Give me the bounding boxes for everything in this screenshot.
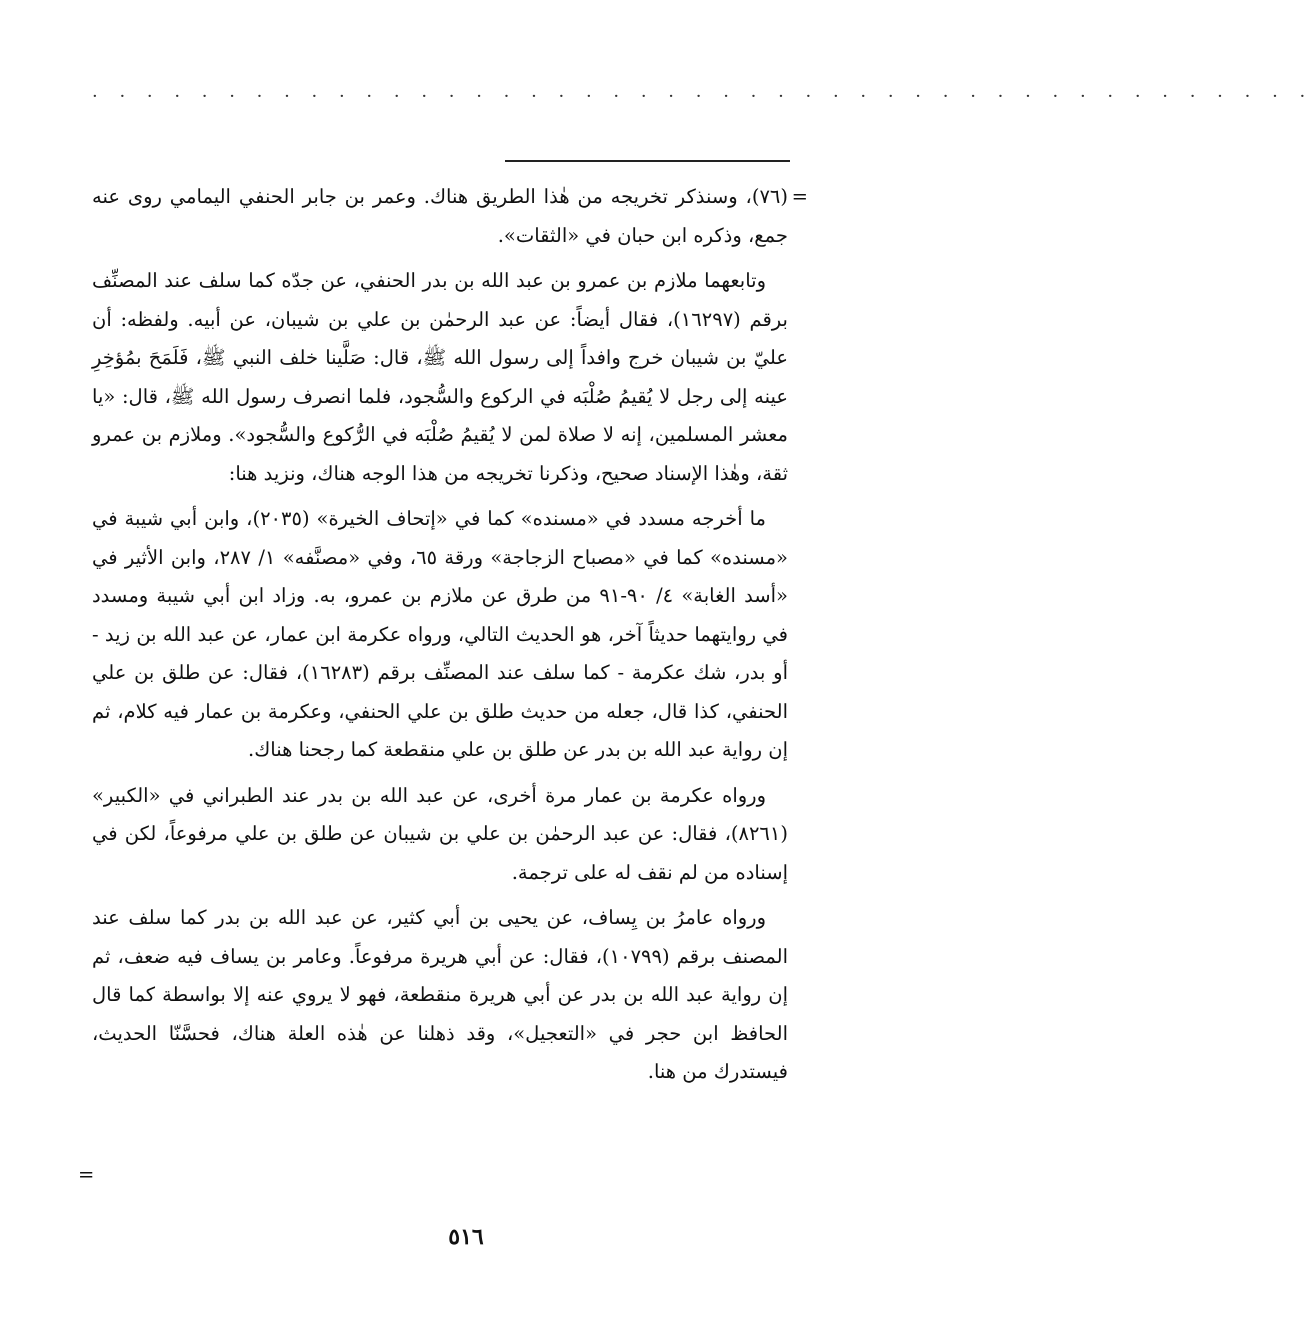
footnote-paragraph-1: (٧٦)، وسنذكر تخريجه من هٰذا الطريق هناك. وعمر بن جابر الحنفي اليمامي روى عنه جمع، وذكره ابن حبان في «الثقات». <box>92 185 788 247</box>
footnote-paragraph-4: ورواه عكرمة بن عمار مرة أخرى، عن عبد الله بن بدر عند الطبراني في «الكبير» (٨٢٦١)، فقال: عن عبد الرحمٰن بن علي بن شيبان عن طلق بن علي مرفوعاً، لكن في إسناده من لم نقف له على ترجمة. <box>92 783 788 884</box>
continuation-marker-end: = <box>78 1163 95 1186</box>
footnote-paragraph-3: ما أخرجه مسدد في «مسنده» كما في «إتحاف الخيرة» (٢٠٣٥)، وابن أبي شيبة في «مسنده» كما في «مصباح الزجاجة» ورقة ٦٥، وفي «مصنَّفه» ١/ ٢٨٧، وابن الأثير في «أسد الغابة» ٤/ ٩٠-٩١ من طرق عن ملازم بن عمرو، به. وزاد ابن أبي شيبة ومسدد في روايتهما حديثاً آخر، هو الحديث التالي، ورواه عكرمة ابن عمار، عن عبد الله بن زيد - أو بدر، شك عكرمة - كما سلف عند المصنِّف برقم (١٦٢٨٣)، فقال: عن طلق بن علي الحنفي، كذا قال، جعله من حديث طلق بن علي الحنفي، وعكرمة بن عمار فيه كلام، ثم إن رواية عبد الله بن بدر عن طلق بن علي منقطعة كما رجحنا هناك. <box>92 507 788 761</box>
footnote-text <box>92 178 788 1099</box>
footnote-paragraph-5: ورواه عامرُ بن يِساف، عن يحيى بن أبي كثير، عن عبد الله بن بدر كما سلف عند المصنف برقم (١٠٧٩٩)، فقال: عن أبي هريرة مرفوعاً. وعامر بن يساف فيه ضعف، ثم إن رواية عبد الله بن بدر عن أبي هريرة منقطعة، فهو لا يروي عنه إلا بواسطة كما قال الحافظ ابن حجر في «التعجيل»، وقد ذهلنا عن هٰذه العلة هناك، فحسَّنّا الحديث، فيستدرك من هنا. <box>92 906 788 1083</box>
dotted-separator: · · · · · · · · · · · · · · · · · · · · · · · · · · · · · · · · · · · · · · · · · · · · · <box>92 86 1313 107</box>
continuation-marker-start: = <box>791 185 808 208</box>
page-number: ٥١٦ <box>448 1224 484 1250</box>
footnote-paragraph-2: وتابعهما ملازم بن عمرو بن عبد الله بن بدر الحنفي، عن جدّه كما سلف عند المصنِّف برقم (١٦٢٩٧)، فقال أيضاً: عن عبد الرحمٰن بن علي بن شيبان، عن أبيه. ولفظه: أن عليّ بن شيبان خرج وافداً إلى رسول الله ﷺ، قال: صَلَّينا خلف النبي ﷺ، فَلَمَحَ بمُؤخِرِ عينه إلى رجل لا يُقيمُ صُلْبَه في الركوع والسُّجود، فلما انصرف رسول الله ﷺ، قال: «يا معشر المسلمين، إنه لا صلاة لمن لا يُقيمُ صُلْبَه في الرُّكوع والسُّجود». وملازم بن عمرو ثقة، وهٰذا الإسناد صحيح، وذكرنا تخريجه من هذا الوجه هناك، ونزيد هنا: <box>92 269 788 485</box>
footnote-separator-line <box>505 160 790 162</box>
